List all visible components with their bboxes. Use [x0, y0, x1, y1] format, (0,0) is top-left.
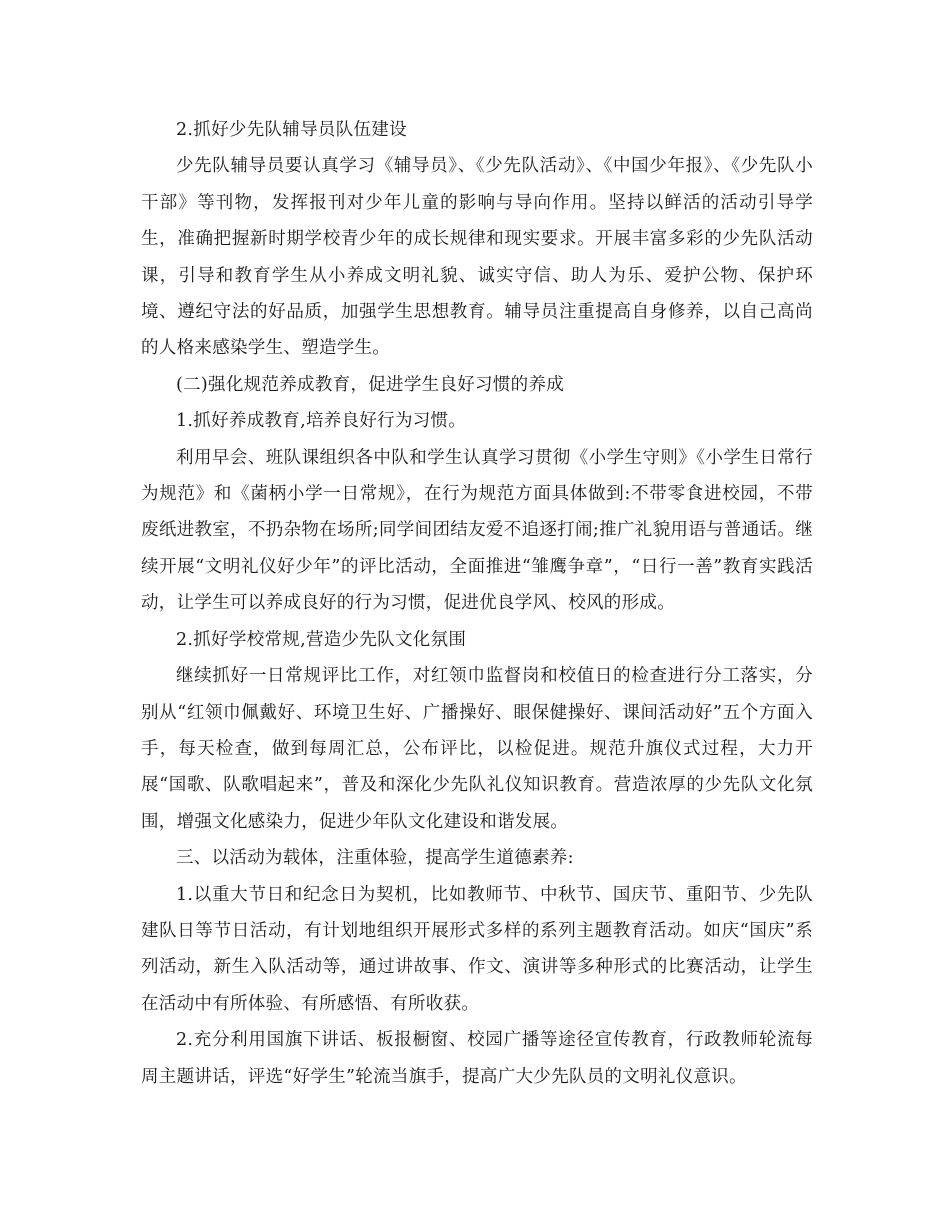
paragraph-routine-body: 继续抓好一日常规评比工作，对红领巾监督岗和校值日的检查进行分工落实，分别从“红领巾佩戴好、环境卫生好、广播操好、眼保健操好、课间活动好”五个方面入手，每天检查，做到每周汇总，公布评比，以检促进。规范升旗仪式过程，大力开展“国歌、队歌唱起来”，普及和深化少先队礼仪知识教育。营造浓厚的少先队文化氛围，增强文化感染力，促进少年队文化建设和谐发展。 [141, 666, 813, 832]
paragraph-festival-activities: 1.以重大节日和纪念日为契机，比如教师节、中秋节、国庆节、重阳节、少先队建队日等节日活动，有计划地组织开展形式多样的系列主题教育活动。如庆“国庆”系列活动，新生入队活动等，通过讲故事、作文、演讲等多种形式的比赛活动，让学生在活动中有所体验、有所感悟、有所收获。 [141, 884, 813, 1014]
paragraph-counselor-study: 少先队辅导员要认真学习《辅导员》、《少先队活动》、《中国少年报》、《少先队小干部》等刊物，发挥报刊对少年儿童的影响与导向作用。坚持以鲜活的活动引导学生，准确把握新时期学校青少年的成长规律和现实要求。开展丰富多彩的少先队活动课，引导和教育学生从小养成文明礼貌、诚实守信、助人为乐、爱护公物、保护环境、遵纪守法的好品质，加强学生思想教育。辅导员注重提高自身修养，以自己高尚的人格来感染学生、塑造学生。 [141, 156, 813, 359]
paragraph-routine-heading: 2.抓好学校常规,营造少先队文化氛围 [176, 629, 467, 650]
paragraph-heading-counselor-team: 2.抓好少先队辅导员队伍建设 [176, 120, 407, 140]
paragraph-section-two-heading: (二)强化规范养成教育，促进学生良好习惯的养成 [176, 374, 565, 395]
paragraph-habit-body: 利用早会、班队课组织各中队和学生认真学习贯彻《小学生守则》《小学生日常行为规范》和《菌柄小学一日常规》，在行为规范方面具体做到:不带零食进校园，不带废纸进教室，不扔杂物在场所;同学间团结友爱不追逐打闹;推广礼貌用语与普通话。继续开展“文明礼仪好少年”的评比活动，全面推进“雏鹰争章”，“日行一善”教育实践活动，让学生可以养成良好的行为习惯，促进优良学风、校风的形成。 [141, 447, 813, 614]
document-body [141, 112, 813, 1095]
paragraph-habit-heading: 1.抓好养成教育,培养良好行为习惯。 [176, 411, 467, 432]
paragraph-flag-speech: 2.充分利用国旗下讲话、板报橱窗、校园广播等途径宣传教育，行政教师轮流每周主题讲话，评选“好学生”轮流当旗手，提高广大少先队员的文明礼仪意识。 [141, 1030, 813, 1087]
paragraph-section-three-heading: 三、以活动为载体，注重体验，提高学生道德素养: [176, 848, 574, 869]
